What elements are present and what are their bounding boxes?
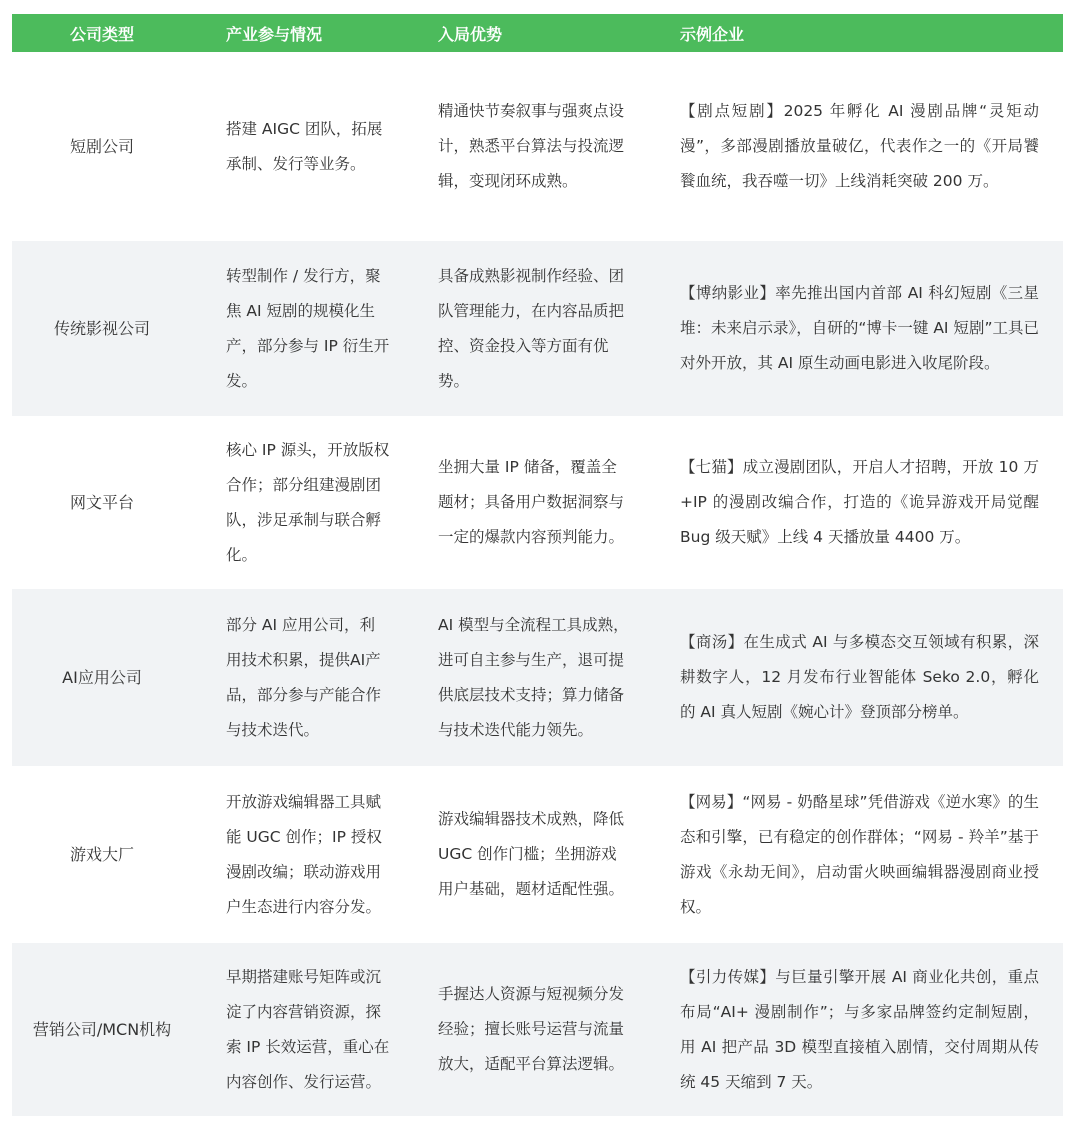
participation-cell: 部分 AI 应用公司，利用技术积累，提供AI产品，部分参与产能合作与技术迭代。	[192, 589, 404, 766]
table-row	[12, 766, 1063, 943]
participation-cell: 转型制作 / 发行方，聚焦 AI 短剧的规模化生产，部分参与 IP 衍生开发。	[192, 241, 404, 416]
participation-cell: 搭建 AIGC 团队，拓展承制、发行等业务。	[192, 52, 404, 241]
header-example: 示例企业	[646, 14, 1063, 52]
table-row	[12, 943, 1063, 1116]
advantage-cell: 手握达人资源与短视频分发经验；擅长账号运营与流量放大，适配平台算法逻辑。	[404, 943, 646, 1116]
advantage-cell: AI 模型与全流程工具成熟，进可自主参与生产，退可提供底层技术支持；算力储备与技术迭代能力领先。	[404, 589, 646, 766]
company-type-cell: 营销公司/MCN机构	[12, 943, 192, 1116]
advantage-cell: 坐拥大量 IP 储备，覆盖全题材；具备用户数据洞察与一定的爆款内容预判能力。	[404, 416, 646, 589]
header-advantage: 入局优势	[404, 14, 646, 52]
advantage-cell: 游戏编辑器技术成熟，降低 UGC 创作门槛；坐拥游戏用户基础，题材适配性强。	[404, 766, 646, 943]
table-row	[12, 52, 1063, 241]
table-row	[12, 416, 1063, 589]
participation-cell: 早期搭建账号矩阵或沉淀了内容营销资源，探索 IP 长效运营，重心在内容创作、发行运营。	[192, 943, 404, 1116]
example-cell: 【剧点短剧】2025 年孵化 AI 漫剧品牌“灵矩动漫”，多部漫剧播放量破亿，代表作之一的《开局饕餮血统，我吞噬一切》上线消耗突破 200 万。	[646, 52, 1063, 241]
company-type-cell: 游戏大厂	[12, 766, 192, 943]
header-participation: 产业参与情况	[192, 14, 404, 52]
table-row	[12, 589, 1063, 766]
company-type-cell: AI应用公司	[12, 589, 192, 766]
company-type-cell: 短剧公司	[12, 52, 192, 241]
example-cell: 【七猫】成立漫剧团队，开启人才招聘，开放 10 万+IP 的漫剧改编合作，打造的《诡异游戏开局觉醒 Bug 级天赋》上线 4 天播放量 4400 万。	[646, 416, 1063, 589]
participation-cell: 核心 IP 源头，开放版权合作；部分组建漫剧团队，涉足承制与联合孵化。	[192, 416, 404, 589]
advantage-cell: 具备成熟影视制作经验、团队管理能力，在内容品质把控、资金投入等方面有优势。	[404, 241, 646, 416]
example-cell: 【引力传媒】与巨量引擎开展 AI 商业化共创，重点布局“AI+ 漫剧制作”；与多家品牌签约定制短剧，用 AI 把产品 3D 模型直接植入剧情，交付周期从传统 45 天缩到 7 天。	[646, 943, 1063, 1116]
example-cell: 【商汤】在生成式 AI 与多模态交互领域有积累，深耕数字人，12 月发布行业智能体 Seko 2.0，孵化的 AI 真人短剧《婉心计》登顶部分榜单。	[646, 589, 1063, 766]
example-cell: 【网易】“网易 - 奶酪星球”凭借游戏《逆水寒》的生态和引擎，已有稳定的创作群体；“网易 - 羚羊”基于游戏《永劫无间》，启动雷火映画编辑器漫剧商业授权。	[646, 766, 1063, 943]
table-row	[12, 241, 1063, 416]
table-header-row	[12, 14, 1063, 52]
header-company-type: 公司类型	[12, 14, 192, 52]
advantage-cell: 精通快节奏叙事与强爽点设计，熟悉平台算法与投流逻辑，变现闭环成熟。	[404, 52, 646, 241]
company-type-table-wrapper	[12, 14, 1063, 1116]
example-cell: 【博纳影业】率先推出国内首部 AI 科幻短剧《三星堆：未来启示录》，自研的“博卡一键 AI 短剧”工具已对外开放，其 AI 原生动画电影进入收尾阶段。	[646, 241, 1063, 416]
company-type-cell: 网文平台	[12, 416, 192, 589]
participation-cell: 开放游戏编辑器工具赋能 UGC 创作；IP 授权漫剧改编；联动游戏用户生态进行内容分发。	[192, 766, 404, 943]
company-type-cell: 传统影视公司	[12, 241, 192, 416]
company-type-table	[12, 14, 1063, 1116]
